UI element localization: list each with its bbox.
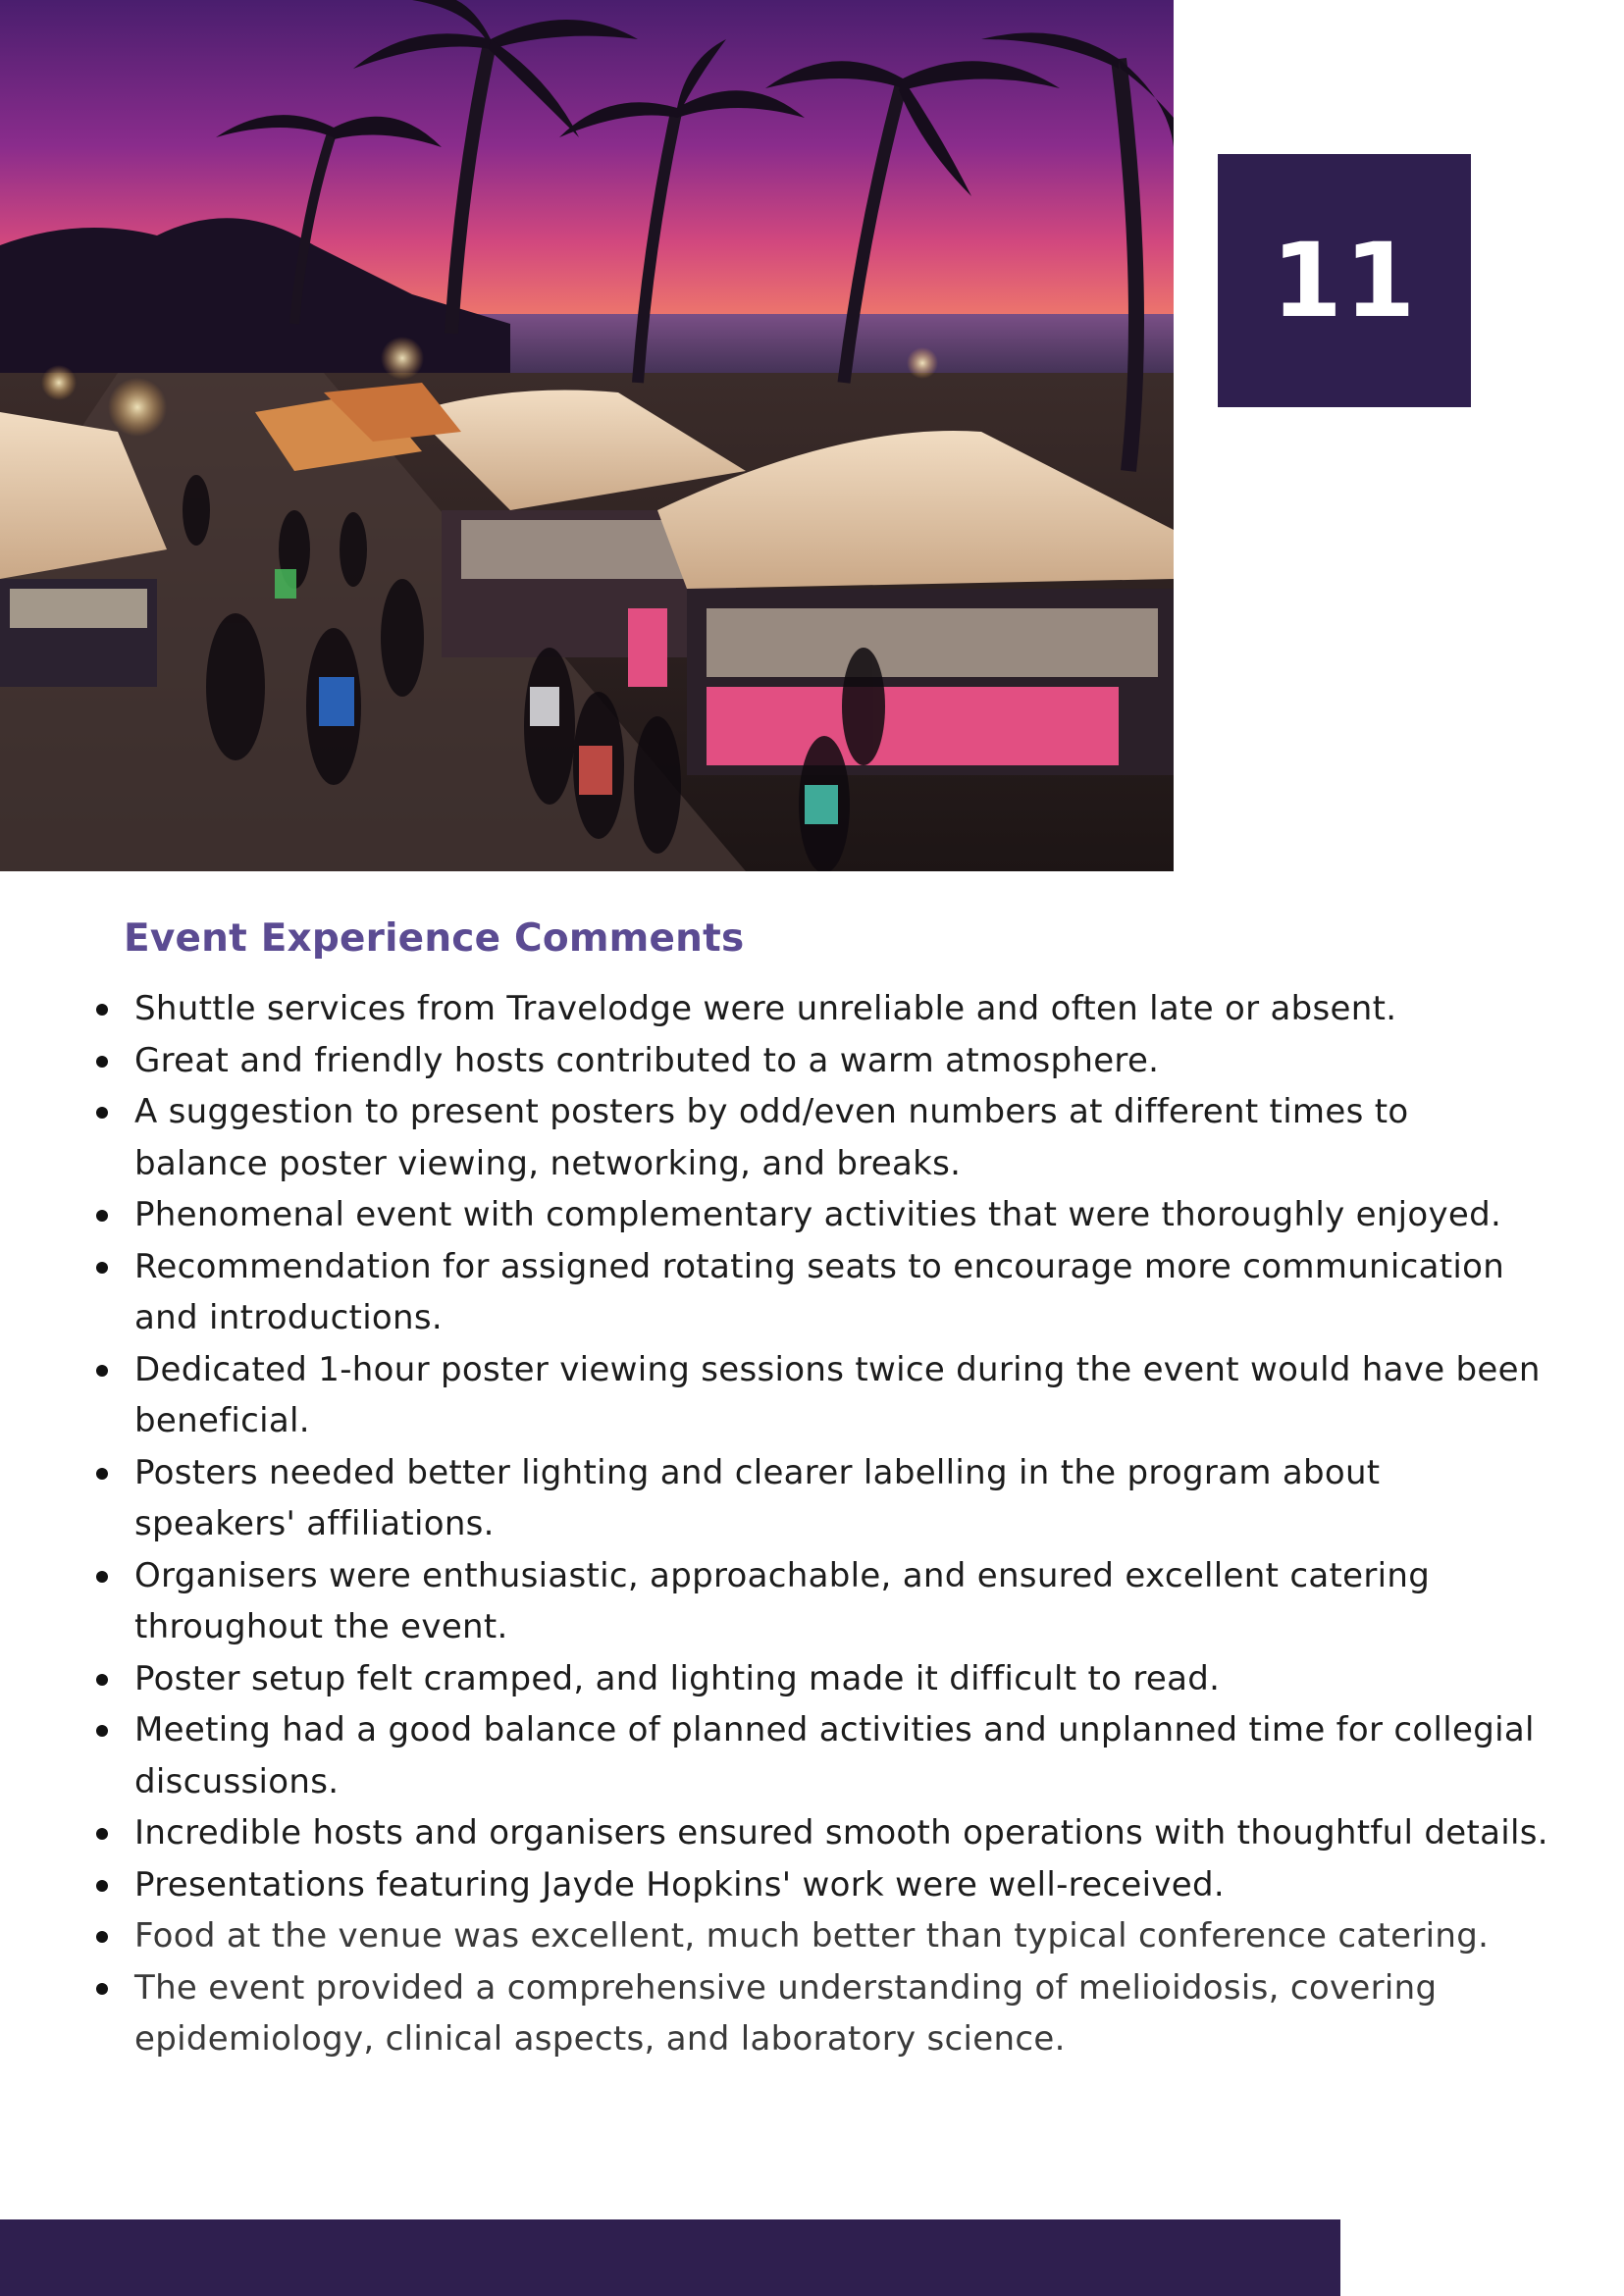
page-number-badge <box>1218 154 1471 407</box>
list-item: Phenomenal event with complementary activities that were thoroughly enjoyed. <box>88 1189 1550 1241</box>
comments-list <box>88 983 1550 2065</box>
page-number: 11 <box>1271 221 1418 340</box>
list-item: Poster setup felt cramped, and lighting made it difficult to read. <box>88 1653 1550 1705</box>
list-item: A suggestion to present posters by odd/even numbers at different times to balance poster viewing, networking, and breaks. <box>88 1086 1550 1189</box>
footer-bar <box>0 2219 1340 2296</box>
night-market-illustration <box>0 0 1174 871</box>
list-item: The event provided a comprehensive understanding of melioidosis, covering epidemiology, clinical aspects, and laboratory science. <box>88 1962 1550 2065</box>
list-item: Incredible hosts and organisers ensured smooth operations with thoughtful details. <box>88 1807 1550 1859</box>
list-item: Dedicated 1-hour poster viewing sessions twice during the event would have been beneficial. <box>88 1344 1550 1447</box>
section-heading: Event Experience Comments <box>124 916 745 961</box>
list-item: Meeting had a good balance of planned activities and unplanned time for collegial discussions. <box>88 1704 1550 1807</box>
list-item: Great and friendly hosts contributed to a warm atmosphere. <box>88 1035 1550 1087</box>
list-item: Shuttle services from Travelodge were unreliable and often late or absent. <box>88 983 1550 1035</box>
list-item: Food at the venue was excellent, much better than typical conference catering. <box>88 1910 1550 1962</box>
list-item: Recommendation for assigned rotating seats to encourage more communication and introductions. <box>88 1241 1550 1344</box>
list-item: Organisers were enthusiastic, approachable, and ensured excellent catering throughout the event. <box>88 1550 1550 1653</box>
hero-photo <box>0 0 1174 871</box>
list-item: Presentations featuring Jayde Hopkins' work were well-received. <box>88 1859 1550 1911</box>
list-item: Posters needed better lighting and clearer labelling in the program about speakers' affiliations. <box>88 1447 1550 1550</box>
